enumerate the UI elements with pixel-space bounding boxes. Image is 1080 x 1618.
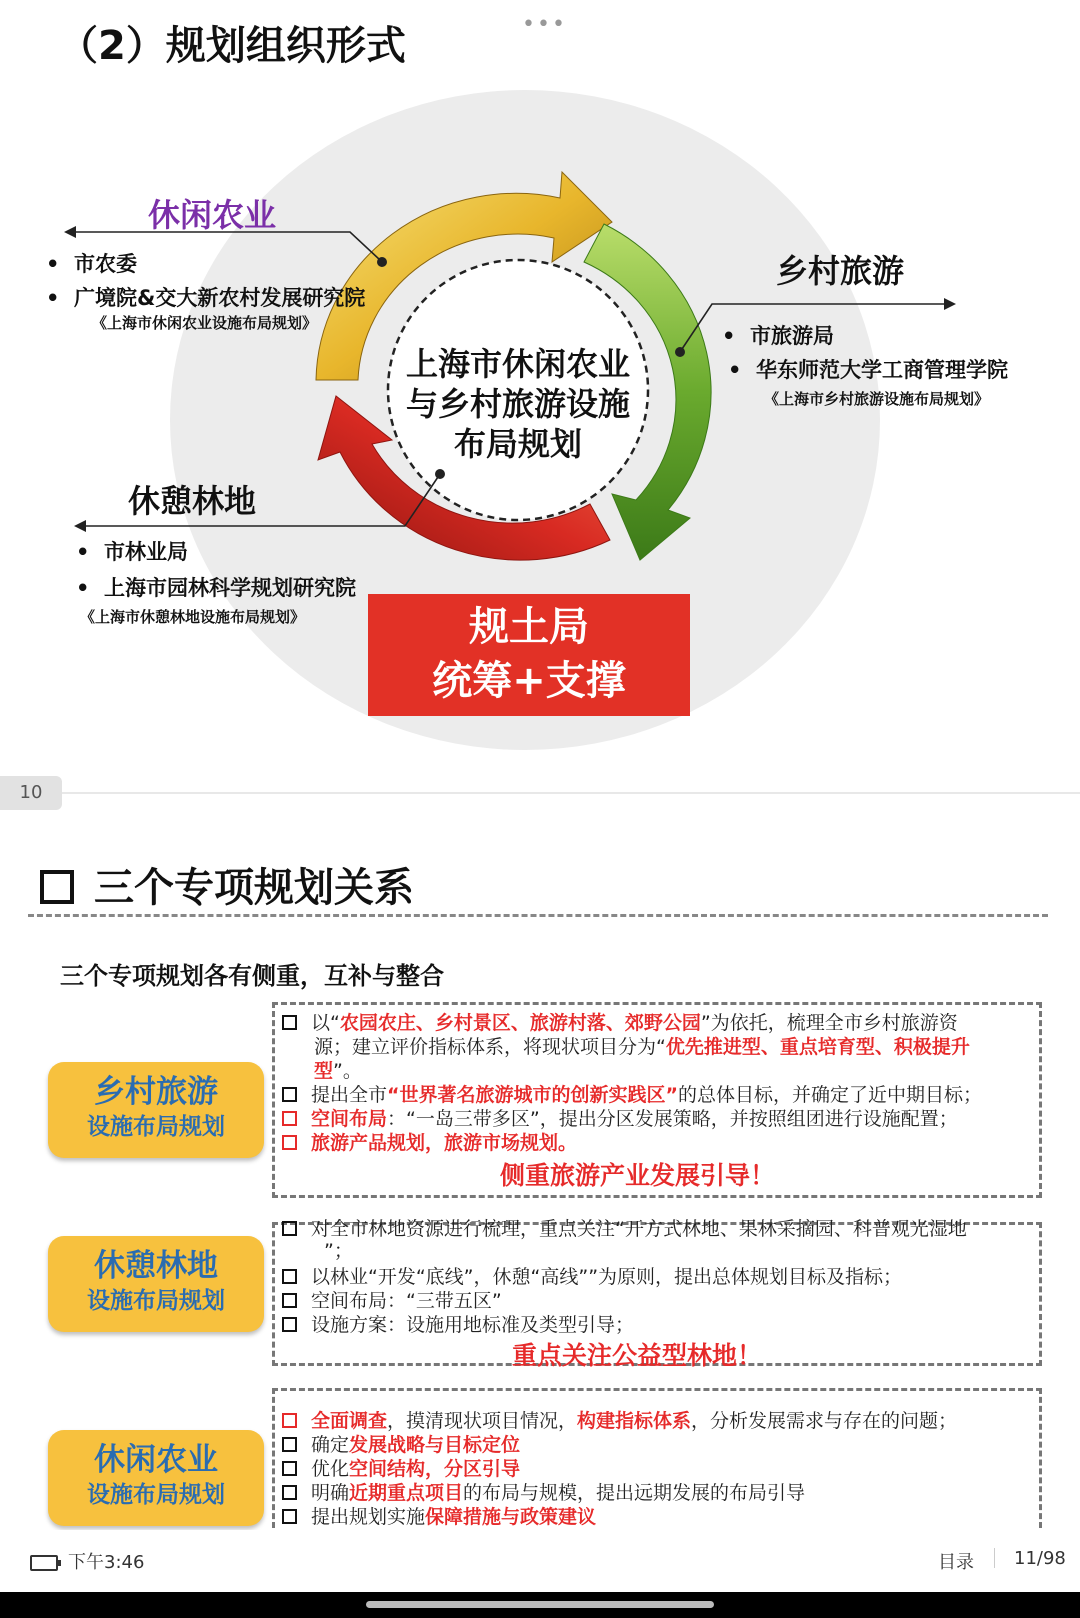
center-plan-title <box>398 344 638 464</box>
tourism-row-3: 型”。 <box>314 1060 362 1082</box>
agri-item-1: • 市农委 <box>46 252 137 276</box>
page-separator <box>0 774 1080 818</box>
agri-note: 《上海市休闲农业设施布局规划》 <box>92 314 318 332</box>
forest-row-1: 对全市林地资源进行梳理，重点关注“开方式林地、果林采摘园、科普观光湿地 <box>282 1218 967 1241</box>
agri-arrowhead <box>64 226 76 238</box>
forest-row-4: 空间布局：“三带五区” <box>282 1290 502 1313</box>
tourism-row-4: 提出全市“世界著名旅游城市的创新实践区”的总体目标，并确定了近中期目标； <box>282 1084 982 1107</box>
tourism-emphasis: 侧重旅游产业发展引导！ <box>500 1161 776 1190</box>
tourism-pill-title: 乡村旅游 <box>94 1074 218 1110</box>
agri-item-2: • 广境院&交大新农村发展研究院 <box>46 286 366 310</box>
battery-icon <box>30 1555 58 1571</box>
agri-row-3: 优化空间结构，分区引导 <box>282 1458 520 1481</box>
forest-note: 《上海市休憩林地设施布局规划》 <box>80 608 306 626</box>
more-menu-icon[interactable]: ••• <box>522 12 567 37</box>
tourism-row-6: 旅游产品规划，旅游市场规划。 <box>282 1132 577 1155</box>
agri-pill-title: 休闲农业 <box>94 1442 218 1478</box>
tourism-item-1: • 市旅游局 <box>722 324 834 348</box>
support-line-2: 统筹+支撑 <box>432 658 626 704</box>
page-number-tab: 10 <box>0 776 62 810</box>
square-bullet-icon <box>40 870 74 904</box>
center-line-2: 与乡村旅游设施 <box>405 385 630 423</box>
agri-plan-pill <box>48 1430 264 1526</box>
agri-row-5: 提出规划实施保障措施与政策建议 <box>282 1506 596 1529</box>
forest-item-1: • 市林业局 <box>76 540 188 564</box>
tourism-pill-subtitle: 设施布局规划 <box>87 1114 225 1140</box>
status-time: 下午3:46 <box>30 1548 144 1574</box>
tourism-heading: 乡村旅游 <box>776 252 905 290</box>
forest-pill-subtitle: 设施布局规划 <box>87 1288 225 1314</box>
support-line-1: 规土局 <box>469 604 589 650</box>
agri-pill-subtitle: 设施布局规划 <box>87 1482 225 1508</box>
slide2-subtitle: 三个专项规划各有侧重，互补与整合 <box>60 962 444 990</box>
title-dashed-divider <box>28 914 1048 917</box>
center-line-3: 布局规划 <box>453 425 582 463</box>
tourism-row-1: 以“农园农庄、乡村景区、旅游村落、郊野公园”为依托，梳理全市乡村旅游资 <box>282 1012 958 1035</box>
agri-heading: 休闲农业 <box>148 196 277 234</box>
center-line-1: 上海市休闲农业 <box>405 345 630 383</box>
forest-arrowhead <box>74 520 86 532</box>
agri-row-1: 全面调查，摸清现状项目情况，构建指标体系，分析发展需求与存在的问题； <box>282 1410 957 1433</box>
home-indicator[interactable] <box>366 1601 714 1608</box>
tourism-note: 《上海市乡村旅游设施布局规划》 <box>764 390 990 408</box>
forest-emphasis: 重点关注公益型林地！ <box>512 1341 763 1370</box>
slide1-title: （2）规划组织形式 <box>58 23 406 69</box>
agri-row-4: 明确近期重点项目的布局与规模，提出远期发展的布局引导 <box>282 1482 805 1505</box>
tourism-item-2: • 华东师范大学工商管理学院 <box>728 358 1008 382</box>
page-counter: 11/98 <box>1014 1548 1066 1569</box>
status-separator <box>994 1548 995 1568</box>
tourism-row-5: 空间布局：“一岛三带多区”，提出分区发展策略，并按照组团进行设施配置； <box>282 1108 958 1131</box>
slide2-title: 三个专项规划关系 <box>40 856 414 913</box>
forest-heading: 休憩林地 <box>128 482 257 520</box>
toc-button[interactable]: 目录 <box>938 1552 974 1573</box>
support-box <box>368 594 690 716</box>
forest-row-5: 设施方案：设施用地标准及类型引导； <box>282 1314 634 1337</box>
tourism-plan-pill <box>48 1062 264 1158</box>
page-divider-line <box>62 792 1080 794</box>
forest-item-2: • 上海市园林科学规划研究院 <box>76 576 356 600</box>
forest-row-3: 以林业“开发“底线”，休憩“高线””为原则，提出总体规划目标及指标； <box>282 1266 902 1289</box>
status-bar <box>0 1530 1080 1592</box>
forest-plan-pill <box>48 1236 264 1332</box>
forest-pill-title: 休憩林地 <box>94 1248 218 1284</box>
agri-row-2: 确定发展战略与目标定位 <box>282 1434 520 1457</box>
tourism-row-2: 源；建立评价指标体系，将现状项目分为“优先推进型、重点培育型、积极提升 <box>314 1036 970 1058</box>
forest-row-2: ”； <box>324 1240 353 1262</box>
tourism-arrowhead <box>944 298 956 310</box>
